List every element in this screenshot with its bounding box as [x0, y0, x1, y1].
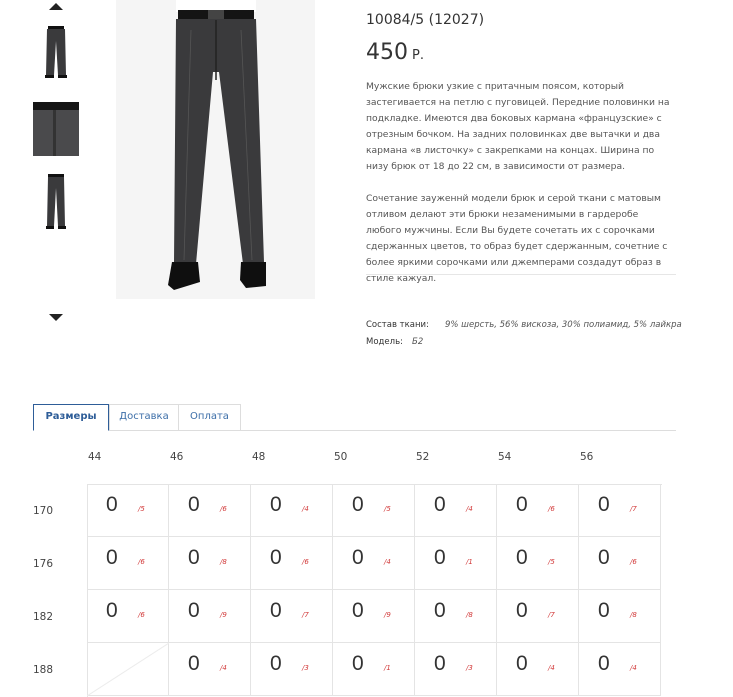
size-header: 48 — [252, 451, 266, 463]
cell-stock: /8 — [220, 558, 227, 566]
size-header: 56 — [580, 451, 594, 463]
cell-stock: /7 — [630, 505, 637, 513]
product-description — [366, 79, 676, 287]
cell-quantity[interactable]: 0 — [352, 493, 364, 516]
cell-quantity[interactable]: 0 — [352, 546, 364, 569]
size-cell[interactable] — [415, 643, 497, 696]
size-cell[interactable] — [497, 590, 579, 643]
size-cell-unavailable — [87, 643, 169, 696]
cell-stock: /7 — [548, 611, 555, 619]
size-cell[interactable] — [251, 484, 333, 537]
cell-stock: /1 — [466, 558, 473, 566]
cell-stock: /7 — [302, 611, 309, 619]
cell-stock: /9 — [220, 611, 227, 619]
cell-quantity[interactable]: 0 — [598, 493, 610, 516]
cell-stock: /5 — [384, 505, 391, 513]
cell-stock: /9 — [384, 611, 391, 619]
divider — [366, 274, 676, 275]
cell-stock: /1 — [384, 664, 391, 672]
cell-quantity[interactable]: 0 — [434, 599, 446, 622]
cell-quantity[interactable]: 0 — [270, 599, 282, 622]
cell-quantity[interactable]: 0 — [270, 546, 282, 569]
size-cell[interactable] — [169, 643, 251, 696]
thumbnail-full[interactable] — [33, 172, 79, 230]
cell-stock: /5 — [138, 505, 145, 513]
size-cell[interactable] — [169, 590, 251, 643]
thumbnail-waist[interactable] — [33, 98, 79, 156]
cell-stock: /6 — [630, 558, 637, 566]
product-title: 10084/5 (12027) — [366, 12, 485, 28]
size-cell[interactable] — [251, 537, 333, 590]
cell-stock: /3 — [302, 664, 309, 672]
cell-quantity[interactable]: 0 — [188, 493, 200, 516]
size-cell[interactable] — [333, 643, 415, 696]
gallery-down-arrow-icon[interactable] — [49, 314, 63, 321]
height-header: 188 — [33, 664, 54, 676]
gallery-up-arrow-icon[interactable] — [49, 3, 63, 10]
thumbnail-front[interactable] — [33, 23, 79, 81]
cell-quantity[interactable]: 0 — [188, 546, 200, 569]
cell-quantity[interactable]: 0 — [106, 546, 118, 569]
cell-quantity[interactable]: 0 — [188, 599, 200, 622]
size-cell[interactable] — [579, 590, 661, 643]
model-value: Б2 — [412, 337, 424, 347]
main-product-photo[interactable] — [116, 0, 315, 299]
cell-quantity[interactable]: 0 — [516, 493, 528, 516]
cell-quantity[interactable]: 0 — [516, 599, 528, 622]
cell-stock: /6 — [302, 558, 309, 566]
height-header: 176 — [33, 558, 54, 570]
model-spec — [366, 337, 423, 347]
model-label: Модель: — [366, 337, 403, 347]
size-cell[interactable] — [415, 590, 497, 643]
cell-quantity[interactable]: 0 — [352, 599, 364, 622]
size-cell[interactable] — [497, 643, 579, 696]
description-paragraph: Сочетание зауженнй модели брюк и серой ткани с матовым отливом делают эти брюки незаменимыми в гардеробе любого мужчины. Если Вы будете сочетать их с сорочками сдержанных цветов, то образ будет сдержанным, сочетние с более яркими сорочками или джемперами создадут образ в стиле кажуал. — [366, 193, 668, 284]
cell-stock: /4 — [220, 664, 227, 672]
size-cell[interactable] — [87, 484, 169, 537]
cell-quantity[interactable]: 0 — [434, 652, 446, 675]
price-value: 450 — [366, 40, 408, 65]
size-cell[interactable] — [415, 537, 497, 590]
size-cell[interactable] — [87, 537, 169, 590]
cell-stock: /8 — [466, 611, 473, 619]
cell-quantity[interactable]: 0 — [270, 652, 282, 675]
cell-stock: /4 — [548, 664, 555, 672]
cell-quantity[interactable]: 0 — [516, 652, 528, 675]
size-cell[interactable] — [497, 537, 579, 590]
cell-quantity[interactable]: 0 — [598, 599, 610, 622]
tab-payment[interactable]: Оплата — [178, 404, 241, 431]
size-header: 44 — [88, 451, 102, 463]
cell-stock: /8 — [630, 611, 637, 619]
height-header: 182 — [33, 611, 54, 623]
size-header: 46 — [170, 451, 184, 463]
size-cell[interactable] — [251, 590, 333, 643]
size-cell[interactable] — [497, 484, 579, 537]
size-header: 50 — [334, 451, 348, 463]
product-price — [366, 40, 424, 65]
cell-quantity[interactable]: 0 — [106, 493, 118, 516]
size-cell[interactable] — [579, 484, 661, 537]
price-currency: Р. — [412, 48, 424, 63]
size-cell[interactable] — [333, 484, 415, 537]
tab-delivery[interactable]: Доставка — [109, 404, 179, 431]
cell-stock: /6 — [138, 611, 145, 619]
cell-stock: /4 — [630, 664, 637, 672]
cell-stock: /3 — [466, 664, 473, 672]
size-cell[interactable] — [333, 537, 415, 590]
cell-stock: /6 — [138, 558, 145, 566]
size-cell[interactable] — [333, 590, 415, 643]
fabric-label: Состав ткани: — [366, 320, 429, 330]
size-cell[interactable] — [87, 590, 169, 643]
size-header: 52 — [416, 451, 430, 463]
size-cell[interactable] — [169, 537, 251, 590]
cell-quantity[interactable]: 0 — [352, 652, 364, 675]
cell-quantity[interactable]: 0 — [434, 493, 446, 516]
cell-quantity[interactable]: 0 — [434, 546, 446, 569]
cell-stock: /6 — [220, 505, 227, 513]
cell-quantity[interactable]: 0 — [598, 546, 610, 569]
cell-stock: /4 — [302, 505, 309, 513]
tab-sizes[interactable]: Размеры — [33, 404, 109, 431]
cell-quantity[interactable]: 0 — [188, 652, 200, 675]
size-header: 54 — [498, 451, 512, 463]
cell-stock: /4 — [466, 505, 473, 513]
fabric-spec — [366, 320, 682, 330]
size-cell[interactable] — [579, 537, 661, 590]
fabric-value: 9% шерсть, 56% вискоза, 30% полиамид, 5% лайкра — [445, 320, 682, 330]
cell-stock: /4 — [384, 558, 391, 566]
cell-quantity[interactable]: 0 — [270, 493, 282, 516]
info-tabs — [33, 404, 676, 431]
size-cell[interactable] — [415, 484, 497, 537]
size-cell[interactable] — [251, 643, 333, 696]
size-cell[interactable] — [579, 643, 661, 696]
cell-quantity[interactable]: 0 — [598, 652, 610, 675]
cell-quantity[interactable]: 0 — [516, 546, 528, 569]
cell-stock: /6 — [548, 505, 555, 513]
cell-stock: /5 — [548, 558, 555, 566]
height-header: 170 — [33, 505, 54, 517]
size-cell[interactable] — [169, 484, 251, 537]
description-paragraph: Мужские брюки узкие с притачным поясом, который застегивается на петлю с пуговицей. Передние половинки на подкладке. Имеются два боковых кармана «французские» с отрезным бочком. На задних половинках две вытачки и два кармана «в листочку» с закрепками на концах. Ширина по низу брюк от 18 до 22 см, в зависимости от размера. — [366, 81, 670, 172]
cell-quantity[interactable]: 0 — [106, 599, 118, 622]
